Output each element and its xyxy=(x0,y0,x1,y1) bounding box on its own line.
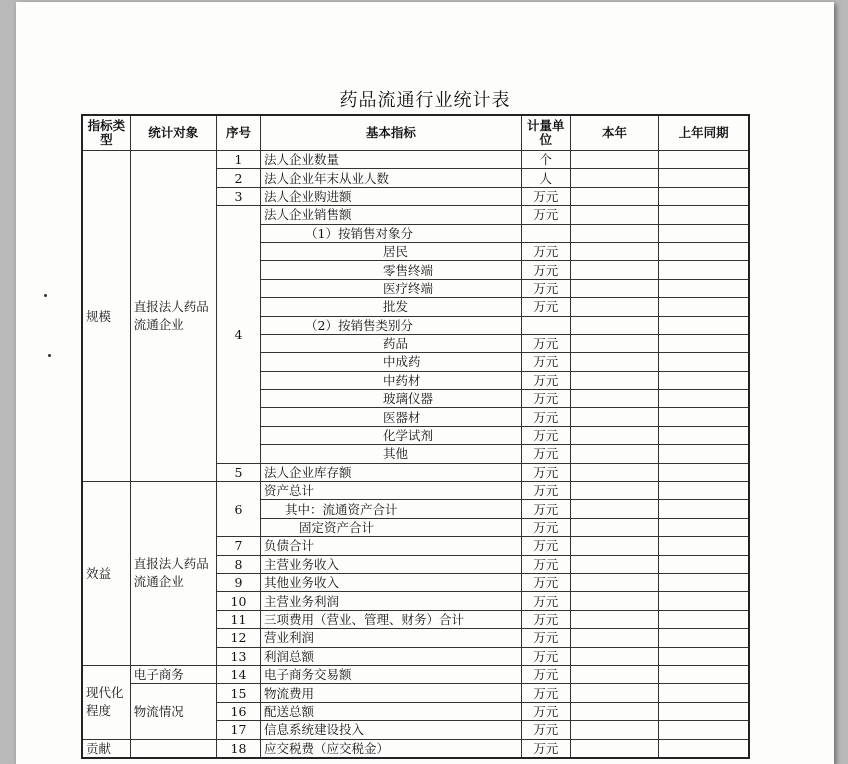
this-year-cell[interactable] xyxy=(570,573,658,591)
this-year-cell[interactable] xyxy=(570,721,658,739)
unit-cell: 万元 xyxy=(521,647,570,665)
indicator-cell: 批发 xyxy=(261,298,522,316)
last-year-cell[interactable] xyxy=(659,537,749,555)
indicator-cell: 中成药 xyxy=(261,353,522,371)
this-year-cell[interactable] xyxy=(570,353,658,371)
last-year-cell[interactable] xyxy=(659,610,749,628)
unit-cell: 万元 xyxy=(521,353,570,371)
last-year-cell[interactable] xyxy=(659,242,749,260)
table-row xyxy=(82,665,749,683)
last-year-cell[interactable] xyxy=(659,224,749,242)
indicator-cell: 营业利润 xyxy=(261,629,522,647)
unit-cell: 万元 xyxy=(521,537,570,555)
last-year-cell[interactable] xyxy=(659,555,749,573)
this-year-cell[interactable] xyxy=(570,334,658,352)
seq-cell: 4 xyxy=(216,206,260,463)
this-year-cell[interactable] xyxy=(570,169,658,187)
indicator-cell: 法人企业数量 xyxy=(261,151,522,169)
table-row xyxy=(82,151,749,169)
unit-cell: 万元 xyxy=(521,702,570,720)
this-year-cell[interactable] xyxy=(570,555,658,573)
last-year-cell[interactable] xyxy=(659,702,749,720)
last-year-cell[interactable] xyxy=(659,426,749,444)
last-year-cell[interactable] xyxy=(659,261,749,279)
seq-cell: 12 xyxy=(216,629,260,647)
unit-cell: 万元 xyxy=(521,592,570,610)
this-year-cell[interactable] xyxy=(570,684,658,702)
this-year-cell[interactable] xyxy=(570,261,658,279)
header-seq: 序号 xyxy=(216,115,260,151)
seq-cell: 17 xyxy=(216,721,260,739)
seq-cell: 18 xyxy=(216,739,260,758)
seq-cell: 3 xyxy=(216,187,260,205)
scan-speck xyxy=(44,294,47,297)
last-year-cell[interactable] xyxy=(659,721,749,739)
this-year-cell[interactable] xyxy=(570,224,658,242)
last-year-cell[interactable] xyxy=(659,482,749,500)
last-year-cell[interactable] xyxy=(659,316,749,334)
document-page xyxy=(16,2,834,764)
category-cell: 效益 xyxy=(82,482,130,666)
indicator-cell: 负债合计 xyxy=(261,537,522,555)
this-year-cell[interactable] xyxy=(570,206,658,224)
unit-cell: 万元 xyxy=(521,261,570,279)
scan-speck xyxy=(48,354,51,357)
indicator-cell: （2）按销售类别分 xyxy=(261,316,522,334)
seq-cell: 6 xyxy=(216,482,260,537)
unit-cell: 万元 xyxy=(521,426,570,444)
this-year-cell[interactable] xyxy=(570,482,658,500)
indicator-cell: 应交税费（应交税金） xyxy=(261,739,522,758)
indicator-cell: 其他业务收入 xyxy=(261,573,522,591)
this-year-cell[interactable] xyxy=(570,647,658,665)
target-cell xyxy=(130,739,216,758)
target-cell: 电子商务 xyxy=(130,665,216,683)
indicator-cell: 法人企业库存额 xyxy=(261,463,522,481)
header-target: 统计对象 xyxy=(130,115,216,151)
category-cell: 规模 xyxy=(82,151,130,482)
this-year-cell[interactable] xyxy=(570,242,658,260)
statistics-table xyxy=(81,114,750,759)
unit-cell: 万元 xyxy=(521,242,570,260)
last-year-cell[interactable] xyxy=(659,169,749,187)
indicator-cell: 物流费用 xyxy=(261,684,522,702)
unit-cell: 万元 xyxy=(521,500,570,518)
last-year-cell[interactable] xyxy=(659,408,749,426)
category-cell: 贡献 xyxy=(82,739,130,758)
unit-cell xyxy=(521,224,570,242)
seq-cell: 5 xyxy=(216,463,260,481)
target-cell: 物流情况 xyxy=(130,684,216,739)
seq-cell: 8 xyxy=(216,555,260,573)
unit-cell: 万元 xyxy=(521,629,570,647)
indicator-cell: 资产总计 xyxy=(261,482,522,500)
this-year-cell[interactable] xyxy=(570,408,658,426)
indicator-cell: 三项费用（营业、管理、财务）合计 xyxy=(261,610,522,628)
unit-cell: 万元 xyxy=(521,206,570,224)
header-category: 指标类型 xyxy=(82,115,130,151)
unit-cell: 个 xyxy=(521,151,570,169)
seq-cell: 15 xyxy=(216,684,260,702)
last-year-cell[interactable] xyxy=(659,353,749,371)
unit-cell: 万元 xyxy=(521,518,570,536)
indicator-cell: 化学试剂 xyxy=(261,426,522,444)
last-year-cell[interactable] xyxy=(659,573,749,591)
header-row xyxy=(82,115,749,151)
table-row xyxy=(82,739,749,758)
indicator-cell: 电子商务交易额 xyxy=(261,665,522,683)
indicator-cell: 法人企业年末从业人数 xyxy=(261,169,522,187)
unit-cell: 万元 xyxy=(521,390,570,408)
indicator-cell: 法人企业购进额 xyxy=(261,187,522,205)
unit-cell xyxy=(521,316,570,334)
unit-cell: 万元 xyxy=(521,187,570,205)
indicator-cell: 药品 xyxy=(261,334,522,352)
this-year-cell[interactable] xyxy=(570,665,658,683)
last-year-cell[interactable] xyxy=(659,390,749,408)
target-cell: 直报法人药品流通企业 xyxy=(130,482,216,666)
last-year-cell[interactable] xyxy=(659,279,749,297)
last-year-cell[interactable] xyxy=(659,629,749,647)
last-year-cell[interactable] xyxy=(659,151,749,169)
indicator-cell: 利润总额 xyxy=(261,647,522,665)
target-cell: 直报法人药品流通企业 xyxy=(130,151,216,482)
indicator-cell: 主营业务利润 xyxy=(261,592,522,610)
table-row xyxy=(82,482,749,500)
unit-cell: 万元 xyxy=(521,482,570,500)
this-year-cell[interactable] xyxy=(570,500,658,518)
unit-cell: 万元 xyxy=(521,684,570,702)
unit-cell: 万元 xyxy=(521,334,570,352)
indicator-cell: 配送总额 xyxy=(261,702,522,720)
unit-cell: 万元 xyxy=(521,610,570,628)
last-year-cell[interactable] xyxy=(659,187,749,205)
unit-cell: 万元 xyxy=(521,721,570,739)
indicator-cell: 固定资产合计 xyxy=(261,518,522,536)
seq-cell: 9 xyxy=(216,573,260,591)
indicator-cell: 信息系统建设投入 xyxy=(261,721,522,739)
unit-cell: 万元 xyxy=(521,463,570,481)
last-year-cell[interactable] xyxy=(659,445,749,463)
last-year-cell[interactable] xyxy=(659,684,749,702)
last-year-cell[interactable] xyxy=(659,206,749,224)
this-year-cell[interactable] xyxy=(570,426,658,444)
unit-cell: 万元 xyxy=(521,445,570,463)
last-year-cell[interactable] xyxy=(659,371,749,389)
unit-cell: 万元 xyxy=(521,573,570,591)
unit-cell: 万元 xyxy=(521,371,570,389)
header-indicator: 基本指标 xyxy=(261,115,522,151)
this-year-cell[interactable] xyxy=(570,316,658,334)
header-unit: 计量单位 xyxy=(521,115,570,151)
indicator-cell: 主营业务收入 xyxy=(261,555,522,573)
seq-cell: 11 xyxy=(216,610,260,628)
unit-cell: 万元 xyxy=(521,298,570,316)
this-year-cell[interactable] xyxy=(570,371,658,389)
this-year-cell[interactable] xyxy=(570,187,658,205)
this-year-cell[interactable] xyxy=(570,151,658,169)
indicator-cell: 其他 xyxy=(261,445,522,463)
indicator-cell: 医器材 xyxy=(261,408,522,426)
seq-cell: 1 xyxy=(216,151,260,169)
indicator-cell: 医疗终端 xyxy=(261,279,522,297)
header-last-year: 上年同期 xyxy=(659,115,749,151)
indicator-cell: 零售终端 xyxy=(261,261,522,279)
indicator-cell: （1）按销售对象分 xyxy=(261,224,522,242)
this-year-cell[interactable] xyxy=(570,702,658,720)
header-this-year: 本年 xyxy=(570,115,658,151)
last-year-cell[interactable] xyxy=(659,592,749,610)
seq-cell: 2 xyxy=(216,169,260,187)
last-year-cell[interactable] xyxy=(659,647,749,665)
unit-cell: 人 xyxy=(521,169,570,187)
unit-cell: 万元 xyxy=(521,555,570,573)
indicator-cell: 中药材 xyxy=(261,371,522,389)
this-year-cell[interactable] xyxy=(570,279,658,297)
seq-cell: 7 xyxy=(216,537,260,555)
last-year-cell[interactable] xyxy=(659,500,749,518)
last-year-cell[interactable] xyxy=(659,334,749,352)
this-year-cell[interactable] xyxy=(570,739,658,758)
last-year-cell[interactable] xyxy=(659,739,749,758)
last-year-cell[interactable] xyxy=(659,518,749,536)
unit-cell: 万元 xyxy=(521,739,570,758)
seq-cell: 13 xyxy=(216,647,260,665)
indicator-cell: 法人企业销售额 xyxy=(261,206,522,224)
last-year-cell[interactable] xyxy=(659,298,749,316)
indicator-cell: 其中：流通资产合计 xyxy=(261,500,522,518)
unit-cell: 万元 xyxy=(521,408,570,426)
indicator-cell: 玻璃仪器 xyxy=(261,390,522,408)
indicator-cell: 居民 xyxy=(261,242,522,260)
this-year-cell[interactable] xyxy=(570,298,658,316)
category-cell: 现代化程度 xyxy=(82,665,130,739)
this-year-cell[interactable] xyxy=(570,518,658,536)
seq-cell: 14 xyxy=(216,665,260,683)
table-title: 药品流通行业统计表 xyxy=(339,90,511,111)
last-year-cell[interactable] xyxy=(659,463,749,481)
this-year-cell[interactable] xyxy=(570,445,658,463)
this-year-cell[interactable] xyxy=(570,463,658,481)
this-year-cell[interactable] xyxy=(570,610,658,628)
seq-cell: 16 xyxy=(216,702,260,720)
this-year-cell[interactable] xyxy=(570,390,658,408)
this-year-cell[interactable] xyxy=(570,592,658,610)
this-year-cell[interactable] xyxy=(570,537,658,555)
last-year-cell[interactable] xyxy=(659,665,749,683)
seq-cell: 10 xyxy=(216,592,260,610)
table-row xyxy=(82,684,749,702)
unit-cell: 万元 xyxy=(521,665,570,683)
unit-cell: 万元 xyxy=(521,279,570,297)
this-year-cell[interactable] xyxy=(570,629,658,647)
